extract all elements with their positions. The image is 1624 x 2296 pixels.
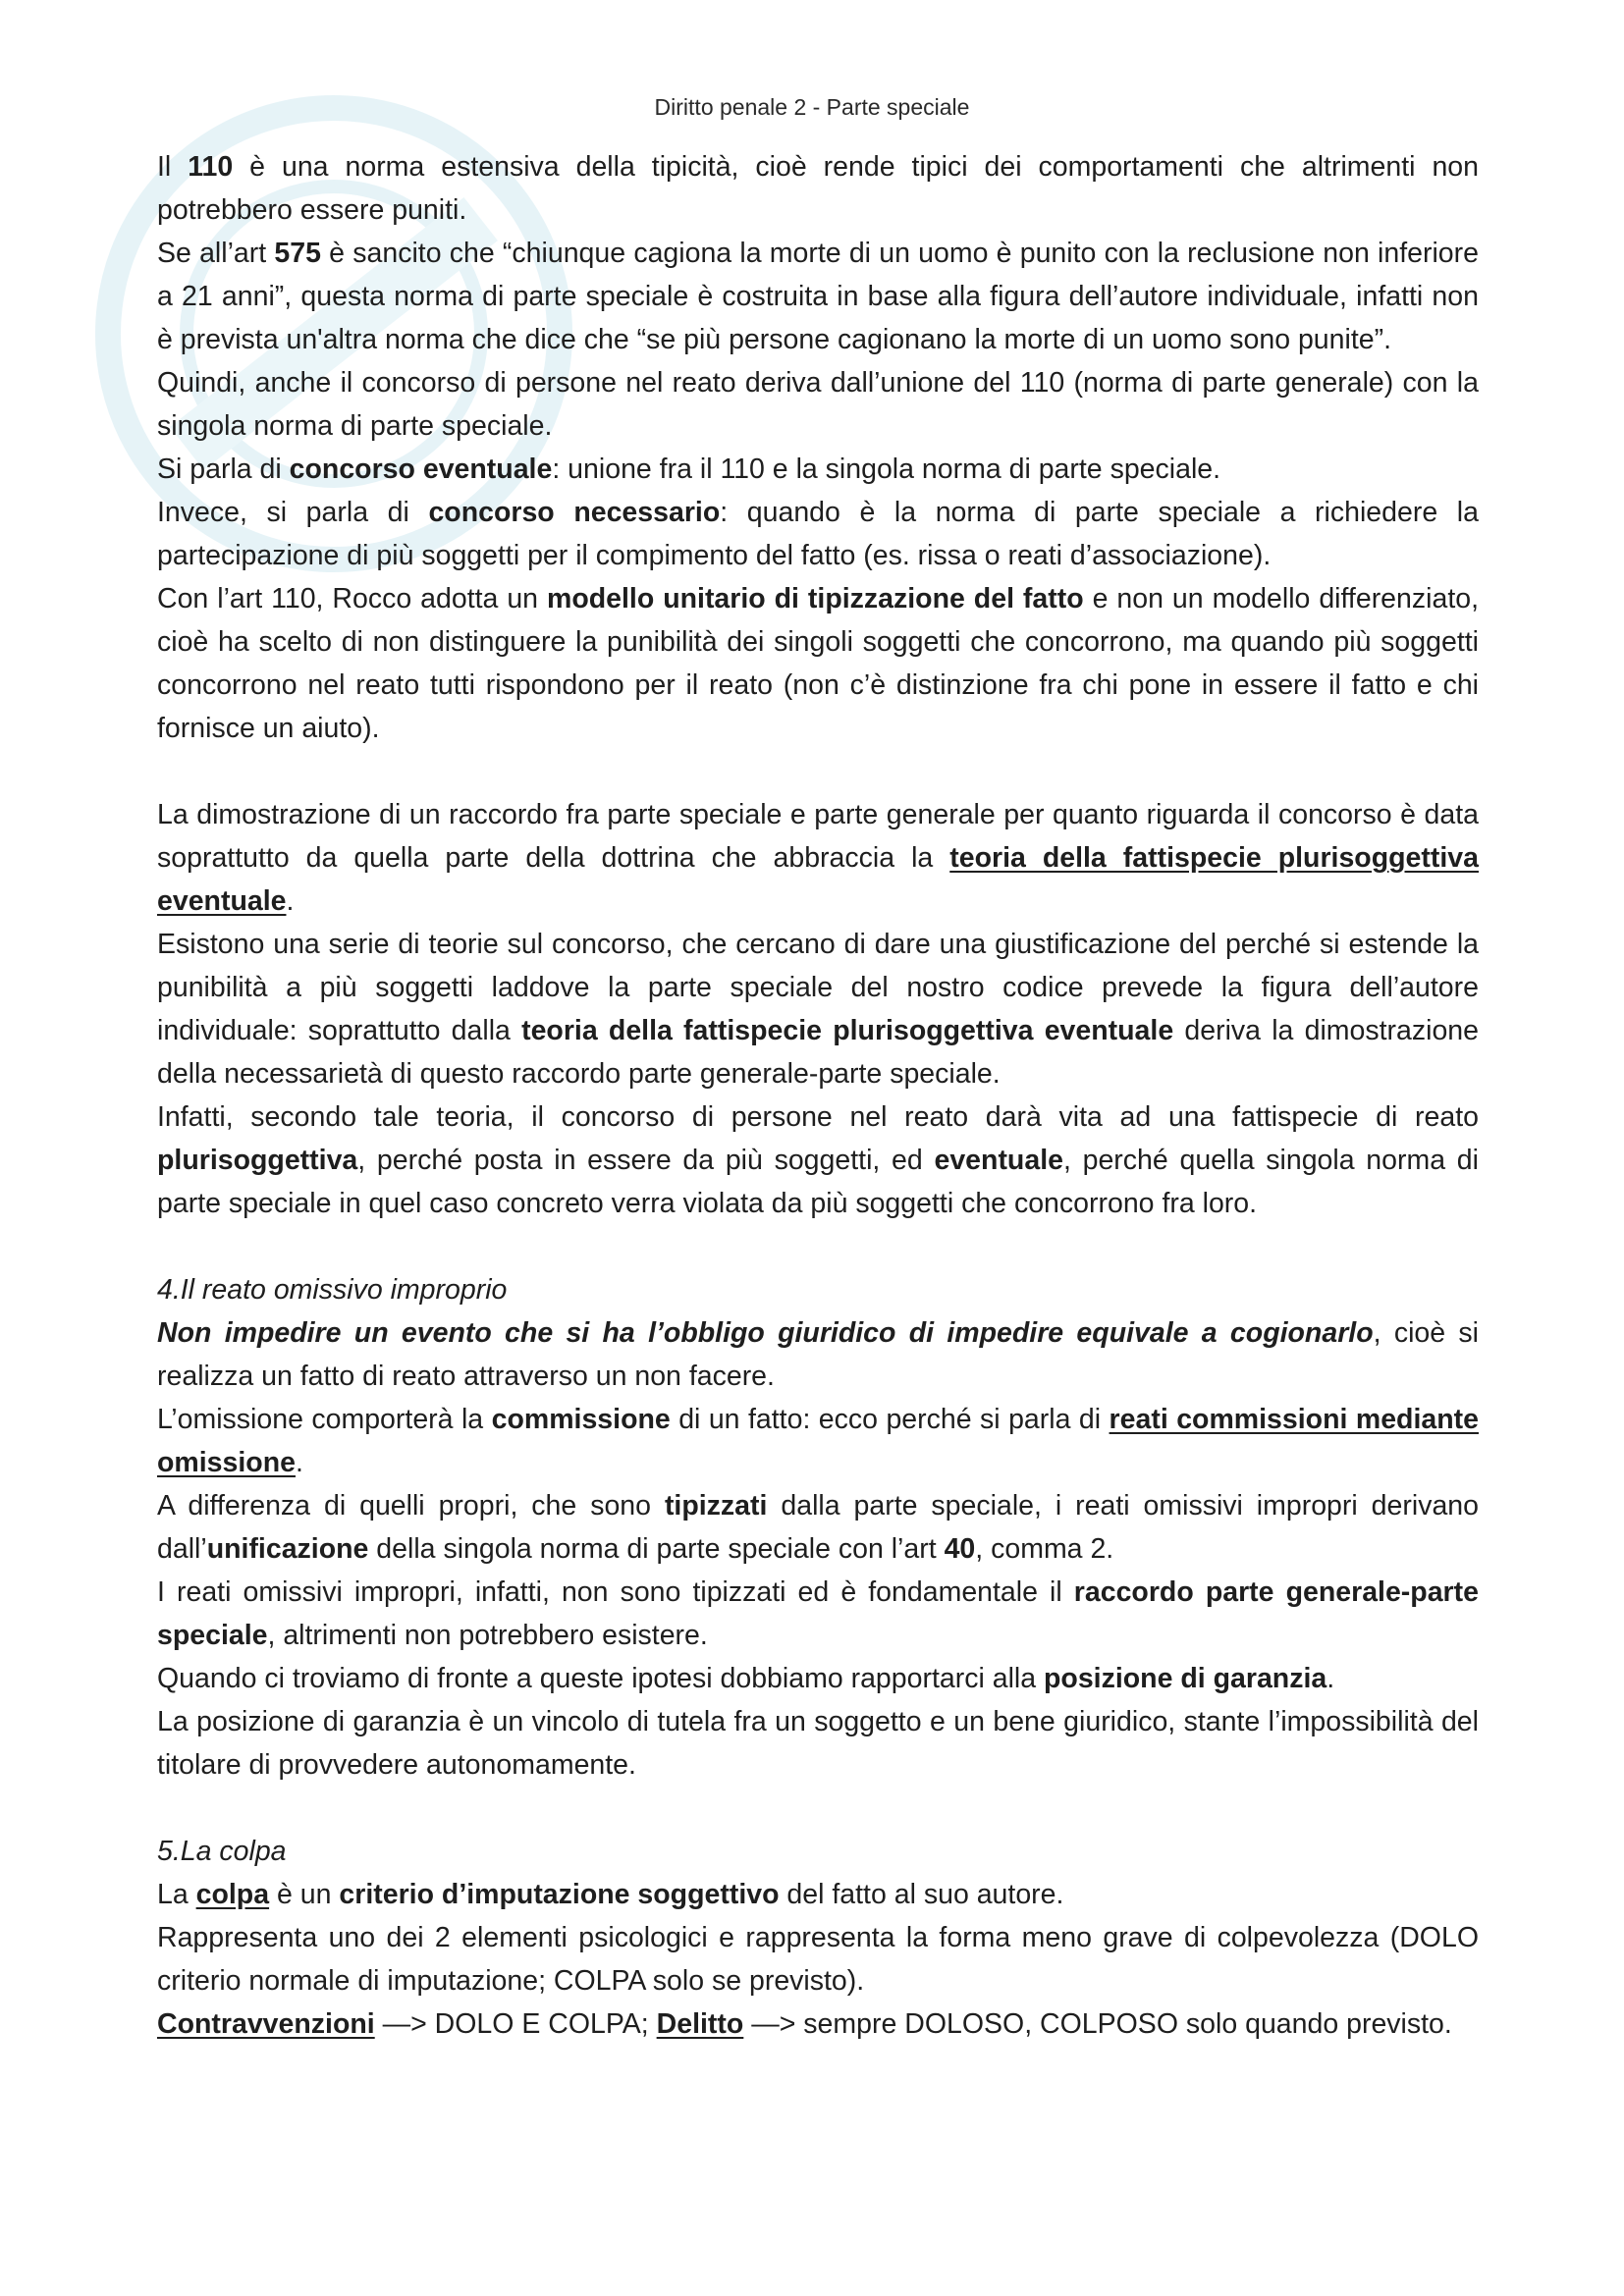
paragraph: Con l’art 110, Rocco adotta un modello unitario di tipizzazione del fatto e non un modello differenziato, cioè ha scelto di non distinguere la punibilità dei singoli soggetti che concorrono, ma quando più soggetti concorrono nel reato tutti rispondono per il reato (non c’è distinzione fra chi pone in essere il fatto e chi fornisce un aiuto).	[157, 583, 1480, 744]
paragraph: Il 110 è una norma estensiva della tipicità, cioè rende tipici dei comportamenti che altrimenti non potrebbero essere puniti.	[157, 151, 1480, 226]
paragraph-gap	[157, 1225, 1479, 1268]
paragraph: A differenza di quelli propri, che sono tipizzati dalla parte speciale, i reati omissivi impropri derivano dall’unificazione della singola norma di parte speciale con l’art 40, comma 2.	[157, 1490, 1479, 1565]
paragraph: Rappresenta uno dei 2 elementi psicologici e rappresenta la forma meno grave di colpevolezza (DOLO criterio normale di imputazione; COLPA solo se previsto).	[157, 1922, 1479, 1997]
paragraph: Contravvenzioni —> DOLO E COLPA; Delitto —> sempre DOLOSO, COLPOSO solo quando previsto.	[157, 2008, 1452, 2040]
paragraph: I reati omissivi impropri, infatti, non sono tipizzati ed è fondamentale il raccordo parte generale-parte speciale, altrimenti non potrebbero esistere.	[157, 1576, 1479, 1651]
paragraph-gap	[157, 750, 1479, 793]
paragraph: Se all’art 575 è sancito che “chiunque cagiona la morte di un uomo è punito con la reclusione non inferiore a 21 anni”, questa norma di parte speciale è costruita in base alla figura dell’autore individuale, infatti non è prevista un'altra norma che dice che “se più persone cagionano la morte di un uomo sono punite”.	[157, 238, 1479, 355]
paragraph: La posizione di garanzia è un vincolo di tutela fra un soggetto e un bene giuridico, stante l’impossibilità del titolare di provvedere autonomamente.	[157, 1706, 1479, 1781]
paragraph: Si parla di concorso eventuale: unione fra il 110 e la singola norma di parte speciale.	[157, 454, 1221, 485]
paragraph: La colpa è un criterio d’imputazione soggettivo del fatto al suo autore.	[157, 1879, 1064, 1910]
paragraph: Invece, si parla di concorso necessario: quando è la norma di parte speciale a richiedere la partecipazione di più soggetti per il compimento del fatto (es. rissa o reati d’associazione).	[157, 497, 1479, 571]
paragraph: L’omissione comporterà la commissione di un fatto: ecco perché si parla di reati commissioni mediante omissione.	[157, 1404, 1479, 1478]
section-title: 4.Il reato omissivo improprio	[157, 1274, 508, 1306]
section-title: 5.La colpa	[157, 1836, 287, 1867]
paragraph: Non impedire un evento che si ha l’obbligo giuridico di impedire equivale a cogionarlo, cioè si realizza un fatto di reato attraverso un non facere.	[157, 1317, 1480, 1392]
page-header: Diritto penale 2 - Parte speciale	[654, 94, 970, 120]
paragraph: Quindi, anche il concorso di persone nel reato deriva dall’unione del 110 (norma di parte generale) con la singola norma di parte speciale.	[157, 367, 1479, 442]
document-body	[157, 145, 1479, 2046]
paragraph-gap	[157, 1787, 1479, 1830]
paragraph: Esistono una serie di teorie sul concorso, che cercano di dare una giustificazione del perché si estende la punibilità a più soggetti laddove la parte speciale del nostro codice prevede la figura dell’autore individuale: soprattutto dalla teoria della fattispecie plurisoggettiva eventuale deriva la dimostrazione della necessarietà di questo raccordo parte generale-parte speciale.	[157, 929, 1480, 1090]
paragraph: Infatti, secondo tale teoria, il concorso di persone nel reato darà vita ad una fattispecie di reato plurisoggettiva, perché posta in essere da più soggetti, ed eventuale, perché quella singola norma di parte speciale in quel caso concreto verra violata da più soggetti che concorrono fra loro.	[157, 1101, 1479, 1219]
paragraph: La dimostrazione di un raccordo fra parte speciale e parte generale per quanto riguarda il concorso è data soprattutto da quella parte della dottrina che abbraccia la teoria della fattispecie plurisoggettiva eventuale.	[157, 799, 1479, 917]
paragraph: Quando ci troviamo di fronte a queste ipotesi dobbiamo rapportarci alla posizione di garanzia.	[157, 1663, 1335, 1694]
